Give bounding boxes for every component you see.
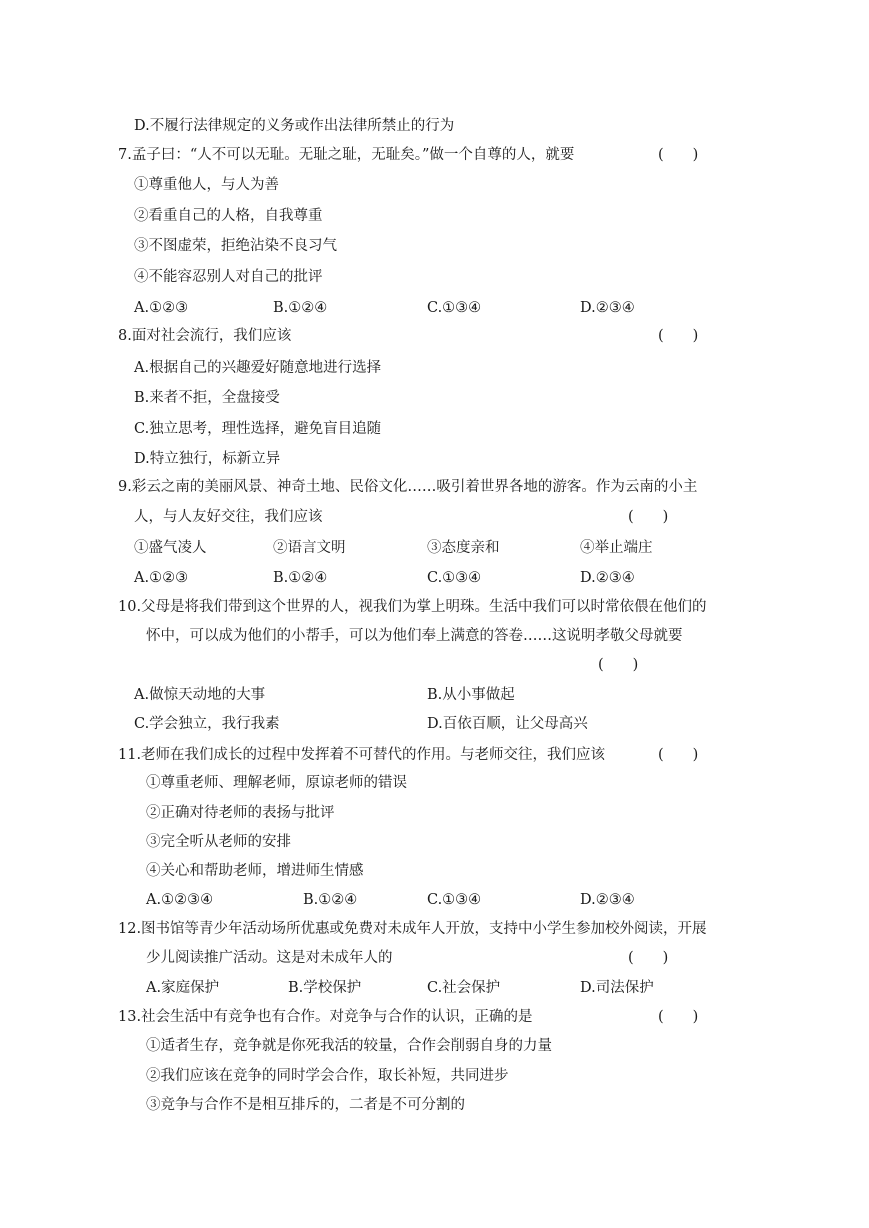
q9-item-2: ②语言文明 [273, 540, 346, 556]
q11-option-a: A.①②③④ [146, 892, 214, 908]
q7-option-a: A.①②③ [134, 300, 189, 316]
q9-option-b: B.①②④ [273, 570, 328, 586]
q9-item-3: ③态度亲和 [427, 540, 500, 556]
q12-stem-line1: 12.图书馆等青少年活动场所优惠或免费对未成年人开放，支持中小学生参加校外阅读，开展 [118, 921, 707, 937]
q10-option-a: A.做惊天动地的大事 [134, 687, 266, 703]
q8-stem: 8.面对社会流行，我们应该 [118, 328, 292, 344]
q13-answer-paren: ( ) [658, 1009, 699, 1025]
q11-item-3: ③完全听从老师的安排 [146, 834, 291, 850]
q10-stem-line1: 10.父母是将我们带到这个世界的人，视我们为掌上明珠。生活中我们可以时常依偎在他们的 [118, 599, 707, 615]
q7-option-d: D.②③④ [580, 300, 635, 316]
q7-item-4: ④不能容忍别人对自己的批评 [134, 269, 323, 285]
q12-option-d: D.司法保护 [580, 980, 654, 996]
q7-stem: 7.孟子曰：“人不可以无耻。无耻之耻，无耻矣。”做一个自尊的人，就要 [118, 147, 575, 163]
q6-option-d: D.不履行法律规定的义务或作出法律所禁止的行为 [134, 118, 455, 134]
q13-stem: 13.社会生活中有竞争也有合作。对竞争与合作的认识，正确的是 [118, 1009, 533, 1025]
q9-item-4: ④举止端庄 [580, 540, 653, 556]
q7-item-2: ②看重自己的人格，自我尊重 [134, 208, 323, 224]
q11-option-d: D.②③④ [580, 892, 635, 908]
q9-item-1: ①盛气凌人 [134, 540, 207, 556]
q8-answer-paren: ( ) [658, 328, 699, 344]
q12-answer-paren: ( ) [628, 950, 669, 966]
q11-option-c: C.①③④ [427, 892, 482, 908]
q11-option-b: B.①②④ [303, 892, 358, 908]
q12-option-a: A.家庭保护 [146, 980, 220, 996]
q7-answer-paren: ( ) [658, 147, 699, 163]
q13-item-1: ①适者生存，竞争就是你死我活的较量，合作会削弱自身的力量 [146, 1038, 552, 1054]
q10-stem-line2: 怀中，可以成为他们的小帮手，可以为他们奉上满意的答卷……这说明孝敬父母就要 [146, 628, 683, 644]
q11-item-1: ①尊重老师、理解老师，原谅老师的错误 [146, 775, 407, 791]
q10-option-c: C.学会独立，我行我素 [134, 716, 280, 732]
q9-option-a: A.①②③ [134, 570, 189, 586]
q9-stem-line1: 9.彩云之南的美丽风景、神奇土地、民俗文化……吸引着世界各地的游客。作为云南的小主 [118, 479, 698, 495]
q11-stem: 11.老师在我们成长的过程中发挥着不可替代的作用。与老师交往，我们应该 [118, 747, 606, 763]
q8-option-b: B.来者不拒，全盘接受 [134, 390, 280, 406]
q11-item-2: ②正确对待老师的表扬与批评 [146, 805, 335, 821]
q10-option-d: D.百依百顺，让父母高兴 [427, 716, 588, 732]
q7-option-c: C.①③④ [427, 300, 482, 316]
q10-option-b: B.从小事做起 [427, 687, 515, 703]
q7-item-1: ①尊重他人，与人为善 [134, 177, 279, 193]
q11-item-4: ④关心和帮助老师，增进师生情感 [146, 863, 364, 879]
q9-answer-paren: ( ) [628, 509, 669, 525]
q8-option-c: C.独立思考，理性选择，避免盲目追随 [134, 421, 382, 437]
q7-option-b: B.①②④ [273, 300, 328, 316]
q10-answer-paren: ( ) [598, 657, 639, 673]
q12-stem-line2: 少儿阅读推广活动。这是对未成年人的 [146, 950, 393, 966]
q12-option-c: C.社会保护 [427, 980, 501, 996]
q8-option-d: D.特立独行，标新立异 [134, 451, 281, 467]
q12-option-b: B.学校保护 [288, 980, 362, 996]
q7-item-3: ③不图虚荣，拒绝沾染不良习气 [134, 238, 337, 254]
q8-option-a: A.根据自己的兴趣爱好随意地进行选择 [134, 360, 382, 376]
q9-stem-line2: 人，与人友好交往，我们应该 [134, 509, 323, 525]
q9-option-d: D.②③④ [580, 570, 635, 586]
q13-item-2: ②我们应该在竞争的同时学会合作，取长补短，共同进步 [146, 1068, 509, 1084]
q13-item-3: ③竞争与合作不是相互排斥的，二者是不可分割的 [146, 1097, 465, 1113]
q9-option-c: C.①③④ [427, 570, 482, 586]
q11-answer-paren: ( ) [658, 747, 699, 763]
